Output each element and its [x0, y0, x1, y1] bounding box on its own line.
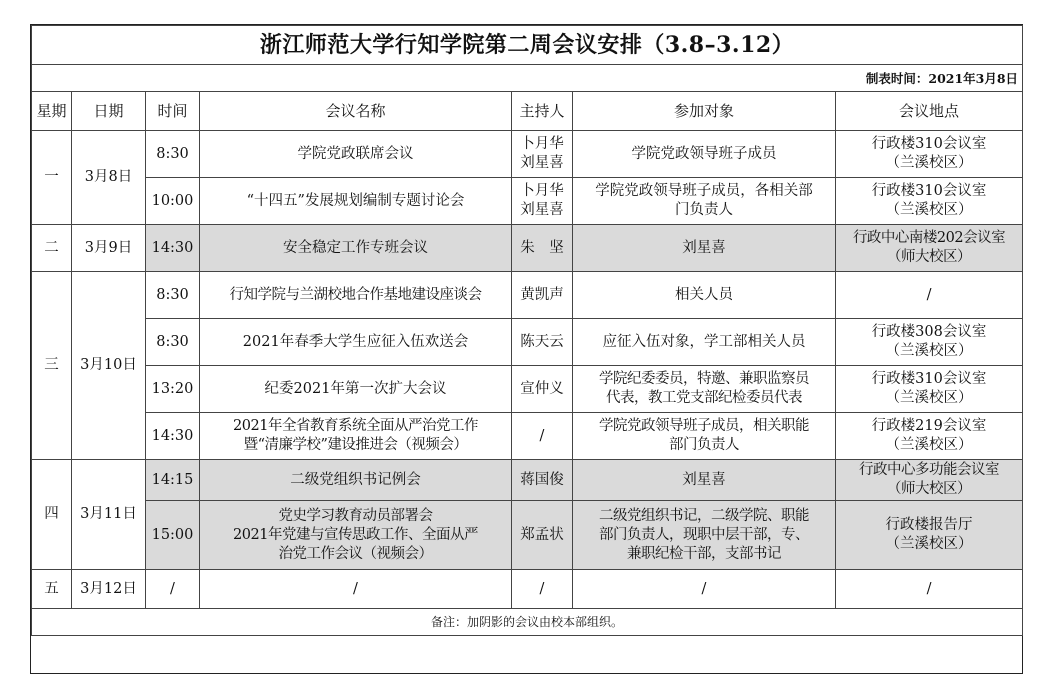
table-row [32, 460, 1023, 501]
meeting-name-cell: 2021年春季大学生应征入伍欢送会 [200, 319, 512, 366]
time-cell: / [146, 570, 200, 609]
location-cell: 行政中心南楼202会议室 （师大校区） [836, 225, 1023, 272]
table-header-row [32, 92, 1023, 131]
document-title: 浙江师范大学行知学院第二周会议安排（3.8–3.12） [32, 26, 1023, 65]
header-meeting-name: 会议名称 [200, 92, 512, 131]
time-cell: 13:20 [146, 366, 200, 413]
host-cell: 朱 坚 [512, 225, 573, 272]
location-cell: 行政楼310会议室 （兰溪校区） [836, 131, 1023, 178]
location-cell: 行政楼310会议室 （兰溪校区） [836, 178, 1023, 225]
host-cell: 卜月华 刘星喜 [512, 131, 573, 178]
time-cell: 8:30 [146, 131, 200, 178]
time-cell: 14:30 [146, 225, 200, 272]
location-cell: 行政楼310会议室 （兰溪校区） [836, 366, 1023, 413]
participants-cell: 相关人员 [573, 272, 836, 319]
location-cell: 行政楼219会议室 （兰溪校区） [836, 413, 1023, 460]
meeting-name-cell: 2021年全省教育系统全面从严治党工作 暨“清廉学校”建设推进会（视频会） [200, 413, 512, 460]
time-cell: 15:00 [146, 501, 200, 570]
date-cell: 3月10日 [72, 272, 146, 460]
time-cell: 10:00 [146, 178, 200, 225]
meeting-name-cell: 党史学习教育动员部署会 2021年党建与宣传思政工作、全面从严 治党工作会议（视频会） [200, 501, 512, 570]
table-row [32, 131, 1023, 178]
header-participants: 参加对象 [573, 92, 836, 131]
host-cell: 黄凯声 [512, 272, 573, 319]
table-row [32, 225, 1023, 272]
weekday-cell: 一 [32, 131, 72, 225]
host-cell: 宣仲义 [512, 366, 573, 413]
time-cell: 14:30 [146, 413, 200, 460]
meeting-name-cell: 学院党政联席会议 [200, 131, 512, 178]
host-cell: 陈天云 [512, 319, 573, 366]
date-cell: 3月11日 [72, 460, 146, 570]
weekday-cell: 四 [32, 460, 72, 570]
header-date: 日期 [72, 92, 146, 131]
weekday-cell: 二 [32, 225, 72, 272]
location-cell: 行政中心多功能会议室 （师大校区） [836, 460, 1023, 501]
participants-cell: 二级党组织书记，二级学院、职能 部门负责人，现职中层干部，专、 兼职纪检干部，支部书记 [573, 501, 836, 570]
participants-cell: 刘星喜 [573, 225, 836, 272]
host-cell: 卜月华 刘星喜 [512, 178, 573, 225]
time-cell: 14:15 [146, 460, 200, 501]
time-cell: 8:30 [146, 319, 200, 366]
location-cell: / [836, 570, 1023, 609]
table-row [32, 178, 1023, 225]
date-cell: 3月12日 [72, 570, 146, 609]
participants-cell: 学院党政领导班子成员，相关职能 部门负责人 [573, 413, 836, 460]
header-location: 会议地点 [836, 92, 1023, 131]
time-cell: 8:30 [146, 272, 200, 319]
made-date: 制表时间：2021年3月8日 [32, 65, 1023, 92]
location-cell: / [836, 272, 1023, 319]
meeting-name-cell: 行知学院与兰湖校地合作基地建设座谈会 [200, 272, 512, 319]
host-cell: / [512, 413, 573, 460]
table-row [32, 570, 1023, 609]
weekday-cell: 五 [32, 570, 72, 609]
table-row [32, 319, 1023, 366]
location-cell: 行政楼308会议室 （兰溪校区） [836, 319, 1023, 366]
meeting-name-cell: / [200, 570, 512, 609]
participants-cell: 学院党政领导班子成员 [573, 131, 836, 178]
table-row [32, 413, 1023, 460]
meeting-name-cell: 纪委2021年第一次扩大会议 [200, 366, 512, 413]
host-cell: / [512, 570, 573, 609]
host-cell: 郑孟状 [512, 501, 573, 570]
date-cell: 3月9日 [72, 225, 146, 272]
weekday-cell: 三 [32, 272, 72, 460]
table-row [32, 501, 1023, 570]
participants-cell: 刘星喜 [573, 460, 836, 501]
meeting-name-cell: “十四五”发展规划编制专题讨论会 [200, 178, 512, 225]
participants-cell: 学院纪委委员，特邀、兼职监察员 代表，教工党支部纪检委员代表 [573, 366, 836, 413]
participants-cell: 应征入伍对象，学工部相关人员 [573, 319, 836, 366]
header-time: 时间 [146, 92, 200, 131]
host-cell: 蒋国俊 [512, 460, 573, 501]
table-row [32, 366, 1023, 413]
header-weekday: 星期 [32, 92, 72, 131]
schedule-sheet [30, 24, 1023, 674]
table-row [32, 272, 1023, 319]
meeting-schedule-table [31, 25, 1023, 636]
participants-cell: 学院党政领导班子成员，各相关部 门负责人 [573, 178, 836, 225]
footnote: 备注：加阴影的会议由校本部组织。 [32, 609, 1023, 636]
participants-cell: / [573, 570, 836, 609]
meeting-name-cell: 二级党组织书记例会 [200, 460, 512, 501]
header-host: 主持人 [512, 92, 573, 131]
meeting-name-cell: 安全稳定工作专班会议 [200, 225, 512, 272]
date-cell: 3月8日 [72, 131, 146, 225]
location-cell: 行政楼报告厅 （兰溪校区） [836, 501, 1023, 570]
